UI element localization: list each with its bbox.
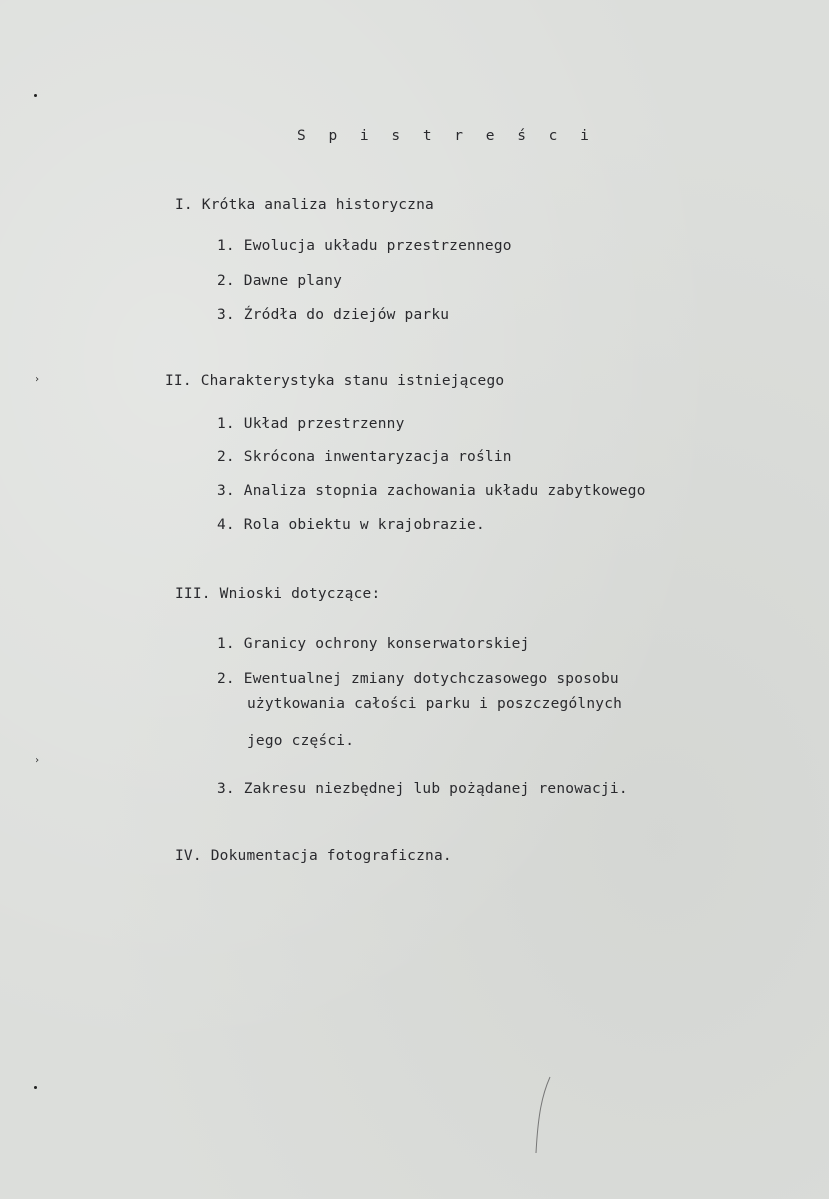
margin-mark: › bbox=[34, 374, 41, 385]
page-title: S p i s t r e ś c i bbox=[297, 128, 596, 144]
list-item: 1. Układ przestrzenny bbox=[217, 416, 405, 432]
section-heading: III. Wnioski dotyczące: bbox=[175, 586, 381, 602]
list-item: 3. Analiza stopnia zachowania układu zabytkowego bbox=[217, 483, 646, 499]
list-item: 4. Rola obiektu w krajobrazie. bbox=[217, 517, 485, 533]
margin-mark bbox=[34, 1086, 37, 1089]
list-item: 3. Zakresu niezbędnej lub pożądanej renowacji. bbox=[217, 781, 628, 797]
pencil-stroke bbox=[532, 1075, 552, 1155]
section-heading: II. Charakterystyka stanu istniejącego bbox=[165, 373, 505, 389]
list-item: 2. Dawne plany bbox=[217, 273, 343, 289]
list-item: 2. Ewentualnej zmiany dotychczasowego sposobu bbox=[217, 671, 619, 687]
section-heading: I. Krótka analiza historyczna bbox=[175, 197, 434, 213]
list-item-continuation: jego części. bbox=[247, 733, 355, 749]
list-item: 1. Granicy ochrony konserwatorskiej bbox=[217, 636, 530, 652]
list-item-continuation: użytkowania całości parku i poszczególnych bbox=[247, 696, 623, 712]
list-item: 1. Ewolucja układu przestrzennego bbox=[217, 238, 512, 254]
list-item: 3. Źródła do dziejów parku bbox=[217, 307, 450, 323]
list-item: 2. Skrócona inwentaryzacja roślin bbox=[217, 449, 512, 465]
section-heading: IV. Dokumentacja fotograficzna. bbox=[175, 848, 452, 864]
margin-mark: › bbox=[34, 755, 41, 766]
margin-mark bbox=[34, 94, 37, 97]
